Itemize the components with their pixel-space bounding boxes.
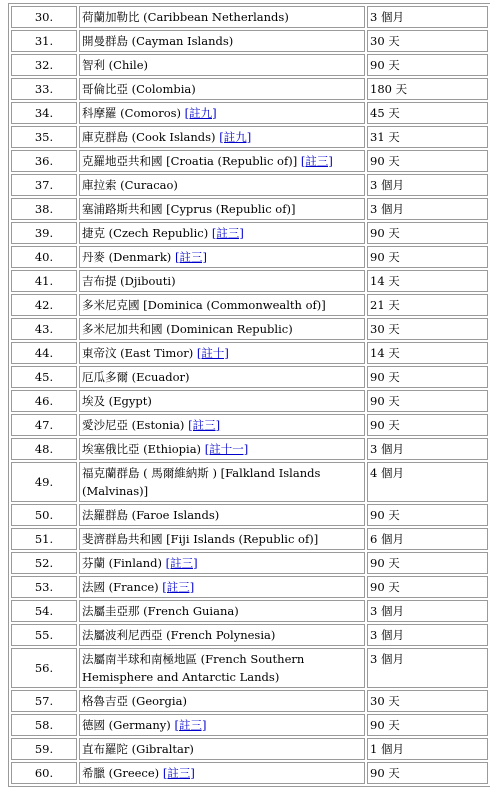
stay-duration: 14 天 [367,270,488,292]
stay-duration: 30 天 [367,30,488,52]
table-row [11,246,488,268]
country-cell [79,342,365,364]
country-cell [79,714,365,736]
row-number: 47. [11,414,77,436]
row-number: 42. [11,294,77,316]
row-number: 45. [11,366,77,388]
table-row [11,294,488,316]
row-number: 46. [11,390,77,412]
country-name: 庫拉索 (Curacao) [82,178,178,192]
table-row [11,600,488,622]
table-row [11,690,488,712]
country-cell [79,648,365,688]
country-cell [79,270,365,292]
country-name: 吉布提 (Djibouti) [82,274,176,288]
footnote-link[interactable]: [註九] [184,106,217,120]
stay-duration: 90 天 [367,714,488,736]
country-cell [79,690,365,712]
country-name: 開曼群島 (Cayman Islands) [82,34,234,48]
row-number: 34. [11,102,77,124]
country-name: 芬蘭 (Finland) [82,556,166,570]
stay-duration: 21 天 [367,294,488,316]
country-name: 丹麥 (Denmark) [82,250,175,264]
table-row [11,6,488,28]
stay-duration: 3 個月 [367,600,488,622]
country-cell [79,624,365,646]
country-name: 法國 (France) [82,580,163,594]
row-number: 55. [11,624,77,646]
stay-duration: 180 天 [367,78,488,100]
country-name: 塞浦路斯共和國 [Cyprus (Republic of)] [82,202,296,216]
table-row [11,126,488,148]
country-name: 埃及 (Egypt) [82,394,152,408]
stay-duration: 90 天 [367,576,488,598]
footnote-link[interactable]: [註十] [196,346,229,360]
stay-duration: 14 天 [367,342,488,364]
table-row [11,366,488,388]
table-row [11,738,488,760]
table-row [11,624,488,646]
country-name: 法屬波利尼西亞 (French Polynesia) [82,628,276,642]
row-number: 53. [11,576,77,598]
country-name: 厄瓜多爾 (Ecuador) [82,370,190,384]
country-cell [79,600,365,622]
country-cell [79,390,365,412]
row-number: 32. [11,54,77,76]
row-number: 52. [11,552,77,574]
country-name: 多米尼加共和國 (Dominican Republic) [82,322,293,336]
stay-duration: 90 天 [367,504,488,526]
stay-duration: 90 天 [367,414,488,436]
row-number: 38. [11,198,77,220]
country-cell [79,462,365,502]
table-row [11,528,488,550]
country-name: 格魯吉亞 (Georgia) [82,694,187,708]
row-number: 56. [11,648,77,688]
country-cell [79,294,365,316]
footnote-link[interactable]: [註三] [162,580,195,594]
stay-duration: 30 天 [367,690,488,712]
country-name: 智利 (Chile) [82,58,148,72]
country-cell [79,576,365,598]
country-cell [79,366,365,388]
country-cell [79,504,365,526]
table-row [11,222,488,244]
footnote-link[interactable]: [註三] [162,766,195,780]
country-name: 直布羅陀 (Gibraltar) [82,742,194,756]
footnote-link[interactable]: [註三] [211,226,244,240]
footnote-link[interactable]: [註三] [300,154,333,168]
table-row [11,714,488,736]
row-number: 40. [11,246,77,268]
country-name: 庫克群島 (Cook Islands) [82,130,220,144]
country-cell [79,54,365,76]
country-cell [79,174,365,196]
stay-duration: 45 天 [367,102,488,124]
table-row [11,270,488,292]
stay-duration: 3 個月 [367,624,488,646]
country-name: 科摩羅 (Comoros) [82,106,185,120]
table-row [11,414,488,436]
table-row [11,342,488,364]
footnote-link[interactable]: [註三] [188,418,221,432]
stay-duration: 3 個月 [367,174,488,196]
stay-duration: 30 天 [367,318,488,340]
country-name: 法屬南半球和南極地區 (French Southern Hemisphere and Antarctic Lands) [82,652,305,684]
stay-duration: 3 個月 [367,648,488,688]
table-row [11,78,488,100]
country-cell [79,318,365,340]
stay-duration: 3 個月 [367,6,488,28]
row-number: 37. [11,174,77,196]
footnote-link[interactable]: [註三] [165,556,198,570]
country-cell [79,126,365,148]
stay-duration: 90 天 [367,390,488,412]
table-row [11,762,488,784]
country-cell [79,552,365,574]
row-number: 50. [11,504,77,526]
country-cell [79,150,365,172]
stay-duration: 90 天 [367,762,488,784]
row-number: 41. [11,270,77,292]
stay-duration: 3 個月 [367,438,488,460]
table-row [11,318,488,340]
country-name: 愛沙尼亞 (Estonia) [82,418,189,432]
stay-duration: 6 個月 [367,528,488,550]
country-cell [79,438,365,460]
country-name: 法羅群島 (Faroe Islands) [82,508,220,522]
table-row [11,576,488,598]
stay-duration: 90 天 [367,150,488,172]
stay-duration: 31 天 [367,126,488,148]
row-number: 31. [11,30,77,52]
table-row [11,30,488,52]
row-number: 57. [11,690,77,712]
row-number: 58. [11,714,77,736]
table-row [11,390,488,412]
table-row [11,174,488,196]
footnote-link[interactable]: [註九] [219,130,252,144]
footnote-link[interactable]: [註十一] [204,442,249,456]
stay-duration: 4 個月 [367,462,488,502]
stay-duration: 3 個月 [367,198,488,220]
country-name: 希臘 (Greece) [82,766,163,780]
table-row [11,102,488,124]
row-number: 59. [11,738,77,760]
row-number: 39. [11,222,77,244]
visa-table-body [11,6,488,784]
country-cell [79,102,365,124]
country-cell [79,528,365,550]
footnote-link[interactable]: [註三] [174,250,207,264]
table-row [11,54,488,76]
country-name: 捷克 (Czech Republic) [82,226,212,240]
country-cell [79,738,365,760]
row-number: 60. [11,762,77,784]
footnote-link[interactable]: [註三] [174,718,207,732]
country-cell [79,246,365,268]
country-name: 哥倫比亞 (Colombia) [82,82,196,96]
table-row [11,462,488,502]
table-row [11,198,488,220]
table-row [11,438,488,460]
row-number: 48. [11,438,77,460]
country-name: 斐濟群島共和國 [Fiji Islands (Republic of)] [82,532,319,546]
stay-duration: 1 個月 [367,738,488,760]
country-name: 福克蘭群島 ( 馬爾維納斯 ) [Falkland Islands (Malvinas)] [82,466,321,498]
row-number: 30. [11,6,77,28]
row-number: 33. [11,78,77,100]
country-name: 克羅地亞共和國 [Croatia (Republic of)] [82,154,301,168]
table-row [11,648,488,688]
stay-duration: 90 天 [367,222,488,244]
country-name: 法屬圭亞那 (French Guiana) [82,604,239,618]
row-number: 51. [11,528,77,550]
stay-duration: 90 天 [367,54,488,76]
country-name: 荷蘭加勒比 (Caribbean Netherlands) [82,10,289,24]
country-name: 埃塞俄比亞 (Ethiopia) [82,442,205,456]
stay-duration: 90 天 [367,552,488,574]
country-name: 多米尼克國 [Dominica (Commonwealth of)] [82,298,326,312]
country-cell [79,198,365,220]
row-number: 54. [11,600,77,622]
table-row [11,552,488,574]
country-cell [79,414,365,436]
country-cell [79,30,365,52]
table-row [11,150,488,172]
country-cell [79,6,365,28]
row-number: 49. [11,462,77,502]
row-number: 43. [11,318,77,340]
stay-duration: 90 天 [367,366,488,388]
country-name: 東帝汶 (East Timor) [82,346,197,360]
row-number: 35. [11,126,77,148]
stay-duration: 90 天 [367,246,488,268]
row-number: 44. [11,342,77,364]
table-row [11,504,488,526]
country-cell [79,78,365,100]
visa-free-table [8,3,490,787]
country-name: 德國 (Germany) [82,718,175,732]
country-cell [79,222,365,244]
country-cell [79,762,365,784]
row-number: 36. [11,150,77,172]
